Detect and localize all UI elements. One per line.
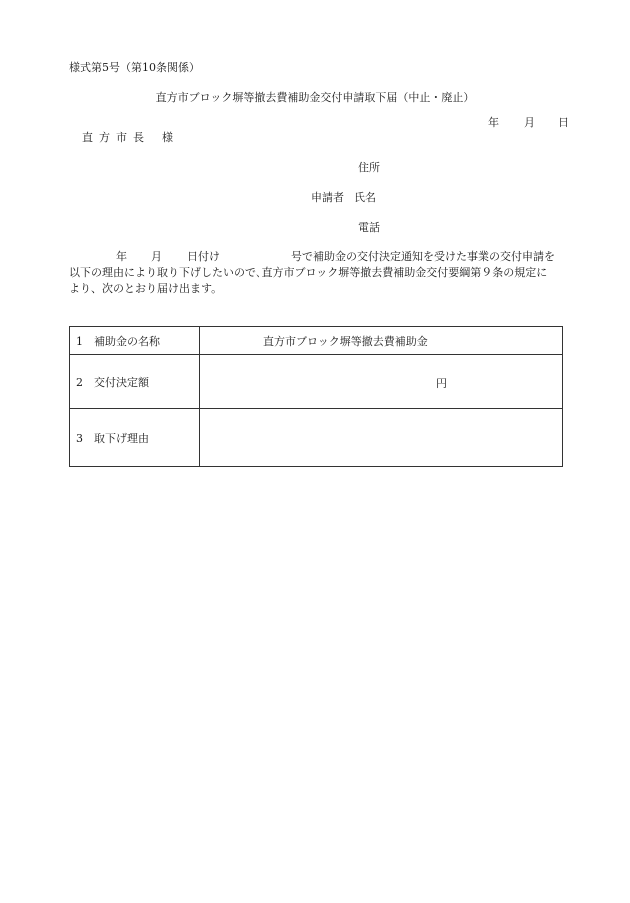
address-label: 住所 (358, 161, 380, 174)
subsidy-name-value: 直方市ブロック塀等撤去費補助金 (263, 334, 428, 348)
table-row (70, 355, 563, 409)
addressee-suffix: 様 (162, 131, 173, 144)
date-day-label: 日 (558, 116, 569, 129)
row-value-amount[interactable] (200, 355, 563, 409)
row-label-subsidy-name: 1 補助金の名称 (70, 327, 200, 355)
table-row (70, 409, 563, 467)
body-line-3: より、次のとおり届け出ます。 (69, 282, 223, 295)
form-number: 様式第5号（第10条関係） (69, 61, 200, 74)
date-year-label: 年 (488, 116, 499, 129)
body-year-label: 年 (116, 250, 127, 263)
row-value-subsidy-name (200, 327, 563, 355)
details-table (69, 326, 563, 467)
table-row (70, 327, 563, 355)
body-line-2: 以下の理由により取り下げしたいので､直方市ブロック塀等撤去費補助金交付要綱第９条の規定に (69, 266, 548, 279)
body-month-label: 月 (151, 250, 162, 263)
phone-label: 電話 (358, 221, 380, 234)
date-month-label: 月 (524, 116, 535, 129)
body-line-1-text: 号で補助金の交付決定通知を受けた事業の交付申請を (291, 250, 555, 263)
applicant-line (311, 191, 376, 205)
body-day-label: 日付け (187, 250, 220, 263)
name-label: 氏名 (354, 191, 376, 204)
applicant-label: 申請者 (311, 191, 344, 204)
row-value-reason[interactable] (200, 409, 563, 467)
row-label-reason: 3 取下げ理由 (70, 409, 200, 467)
row-label-amount: 2 交付決定額 (70, 355, 200, 409)
document-title: 直方市ブロック塀等撤去費補助金交付申請取下届（中止・廃止） (155, 91, 475, 104)
addressee (82, 131, 173, 145)
addressee-name: 直方市長 (82, 131, 150, 144)
yen-unit: 円 (436, 377, 447, 390)
